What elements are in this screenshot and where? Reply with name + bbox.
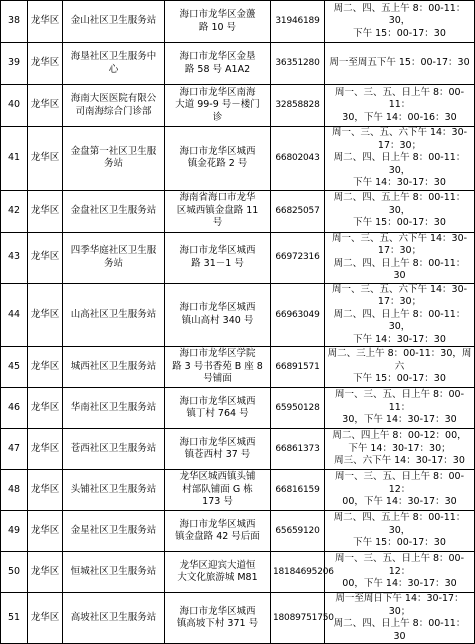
hours-cell: 周一、三、五、六下午 14：30-17：30； 周二、四、日上午 8：00-11： 30 — [325, 232, 475, 283]
district-cell: 龙华区 — [28, 1, 63, 43]
table-row — [1, 347, 475, 388]
district-cell: 龙华区 — [28, 511, 63, 552]
phone-cell: 65950128 — [271, 388, 325, 429]
station-name-cell: 金盘社区卫生服务站 — [63, 190, 165, 232]
table-row — [1, 429, 475, 470]
district-cell: 龙华区 — [28, 470, 63, 511]
address-cell: 海口市龙华区金蘯 路 10 号 — [165, 1, 271, 43]
hours-cell: 周一、三、五、日上午 8：00-11： 30，下午 14：00-16：30 — [325, 85, 475, 127]
table-row — [1, 43, 475, 85]
address-cell: 龙华区迎宾大道恒 大文化旅游城 M81 — [165, 552, 271, 593]
table-row — [1, 127, 475, 191]
station-name-cell: 海南大医医院有限公 司南海综合门诊部 — [63, 85, 165, 127]
hours-cell: 周二、四、五上午 8：00-11：30， 下午 15：00-17：30 — [325, 190, 475, 232]
station-name-cell: 金盘第一社区卫生服 务站 — [63, 127, 165, 191]
row-number: 44 — [1, 283, 28, 347]
district-cell: 龙华区 — [28, 190, 63, 232]
address-cell: 龙华区城西镇头铺 村部队铺面 G 栋 173 号 — [165, 470, 271, 511]
phone-cell: 66891571 — [271, 347, 325, 388]
district-cell: 龙华区 — [28, 552, 63, 593]
row-number: 47 — [1, 429, 28, 470]
address-cell: 海口市龙华区城西 镇山高村 340 号 — [165, 283, 271, 347]
address-cell: 海口市龙华区金垦 路 58 号 A1A2 — [165, 43, 271, 85]
table-row — [1, 552, 475, 593]
row-number: 51 — [1, 593, 28, 644]
district-cell: 龙华区 — [28, 232, 63, 283]
district-cell: 龙华区 — [28, 127, 63, 191]
phone-cell: 18184695206 — [271, 552, 325, 593]
hours-cell: 周一至周五下午 15：00-17：30 — [325, 43, 475, 85]
station-name-cell: 四季华庭社区卫生服 务站 — [63, 232, 165, 283]
row-number: 41 — [1, 127, 28, 191]
table-row — [1, 190, 475, 232]
station-name-cell: 金山社区卫生服务站 — [63, 1, 165, 43]
district-cell: 龙华区 — [28, 593, 63, 644]
table-row — [1, 232, 475, 283]
district-cell: 龙华区 — [28, 283, 63, 347]
station-name-cell: 城西社区卫生服务站 — [63, 347, 165, 388]
hours-cell: 周一、三、五、日上午 8：00-12： 00，下午 14：30-17：30 — [325, 470, 475, 511]
hours-cell: 周二、三上午 8：00-11：30，周六 下午 15：00-17：30 — [325, 347, 475, 388]
address-cell: 海南省海口市龙华 区城西镇金盘路 11 号 — [165, 190, 271, 232]
station-name-cell: 华南社区卫生服务站 — [63, 388, 165, 429]
row-number: 48 — [1, 470, 28, 511]
table-row — [1, 85, 475, 127]
address-cell: 海口市龙华区学院 路 3 号书香苑 B 座 8 号铺面 — [165, 347, 271, 388]
row-number: 43 — [1, 232, 28, 283]
address-cell: 海口市龙华区城西 镇金盘路 42 号后面 — [165, 511, 271, 552]
table-row — [1, 511, 475, 552]
phone-cell: 31946189 — [271, 1, 325, 43]
row-number: 50 — [1, 552, 28, 593]
hours-cell: 周一、三、五、日上午 8：00-11： 30，下午 14：30-17：30 — [325, 388, 475, 429]
table-row — [1, 593, 475, 644]
phone-cell: 36351280 — [271, 43, 325, 85]
row-number: 49 — [1, 511, 28, 552]
hours-cell: 周一、三、五、日上午 8：00-12： 00，下午 14：30-17：30 — [325, 552, 475, 593]
phone-cell: 66963049 — [271, 283, 325, 347]
row-number: 39 — [1, 43, 28, 85]
station-name-cell: 海垦社区卫生服务中 心 — [63, 43, 165, 85]
row-number: 46 — [1, 388, 28, 429]
address-cell: 海口市龙华区城西 镇丁村 764 号 — [165, 388, 271, 429]
hours-cell: 周二、四上午 8：00-12：00， 下午 14：30-17：30； 周三、六下午 14：30-17：30 — [325, 429, 475, 470]
district-cell: 龙华区 — [28, 388, 63, 429]
phone-cell: 66825057 — [271, 190, 325, 232]
table-row — [1, 283, 475, 347]
station-name-cell: 头铺社区卫生服务站 — [63, 470, 165, 511]
station-name-cell: 苍西社区卫生服务站 — [63, 429, 165, 470]
station-name-cell: 高坡社区卫生服务站 — [63, 593, 165, 644]
station-name-cell: 恒城社区卫生服务站 — [63, 552, 165, 593]
table-row — [1, 1, 475, 43]
phone-cell: 66972316 — [271, 232, 325, 283]
hours-cell: 周二、四、五上午 8：00-11：30， 下午 15：00-17：30 — [325, 1, 475, 43]
address-cell: 海口市龙华区城西 镇苍西村 37 号 — [165, 429, 271, 470]
phone-cell: 65659120 — [271, 511, 325, 552]
address-cell: 海口市龙华区南海 大道 99-9 号－楼门 诊 — [165, 85, 271, 127]
phone-cell: 18089751750 — [271, 593, 325, 644]
hours-cell: 周一至周日下午 14：30-17：30； 周二、四、日上午 8：00-11： 30 — [325, 593, 475, 644]
hours-cell: 周一、三、五、六下午 14：30-17：30； 周二、四、日上午 8：00-11：30， 下午 14：30-17：30 — [325, 127, 475, 191]
hours-cell: 周二、四、五上午 8：00-11：30， 下午 15：00-17：30 — [325, 511, 475, 552]
district-cell: 龙华区 — [28, 429, 63, 470]
phone-cell: 66802043 — [271, 127, 325, 191]
address-cell: 海口市龙华区城西 路 31－1 号 — [165, 232, 271, 283]
address-cell: 海口市龙华区城西 镇金花路 2 号 — [165, 127, 271, 191]
phone-cell: 66816159 — [271, 470, 325, 511]
phone-cell: 66861373 — [271, 429, 325, 470]
row-number: 38 — [1, 1, 28, 43]
station-name-cell: 金星社区卫生服务站 — [63, 511, 165, 552]
row-number: 40 — [1, 85, 28, 127]
district-cell: 龙华区 — [28, 85, 63, 127]
table-row — [1, 388, 475, 429]
district-cell: 龙华区 — [28, 347, 63, 388]
station-name-cell: 山高社区卫生服务站 — [63, 283, 165, 347]
table-row — [1, 470, 475, 511]
address-cell: 海口市龙华区城西 镇高坡下村 371 号 — [165, 593, 271, 644]
phone-cell: 32858828 — [271, 85, 325, 127]
row-number: 42 — [1, 190, 28, 232]
hours-cell: 周一、三、五、六下午 14：30-17：30； 周二、四、日上午 8：00-11：30， 下午 14：30-17：30 — [325, 283, 475, 347]
row-number: 45 — [1, 347, 28, 388]
district-cell: 龙华区 — [28, 43, 63, 85]
